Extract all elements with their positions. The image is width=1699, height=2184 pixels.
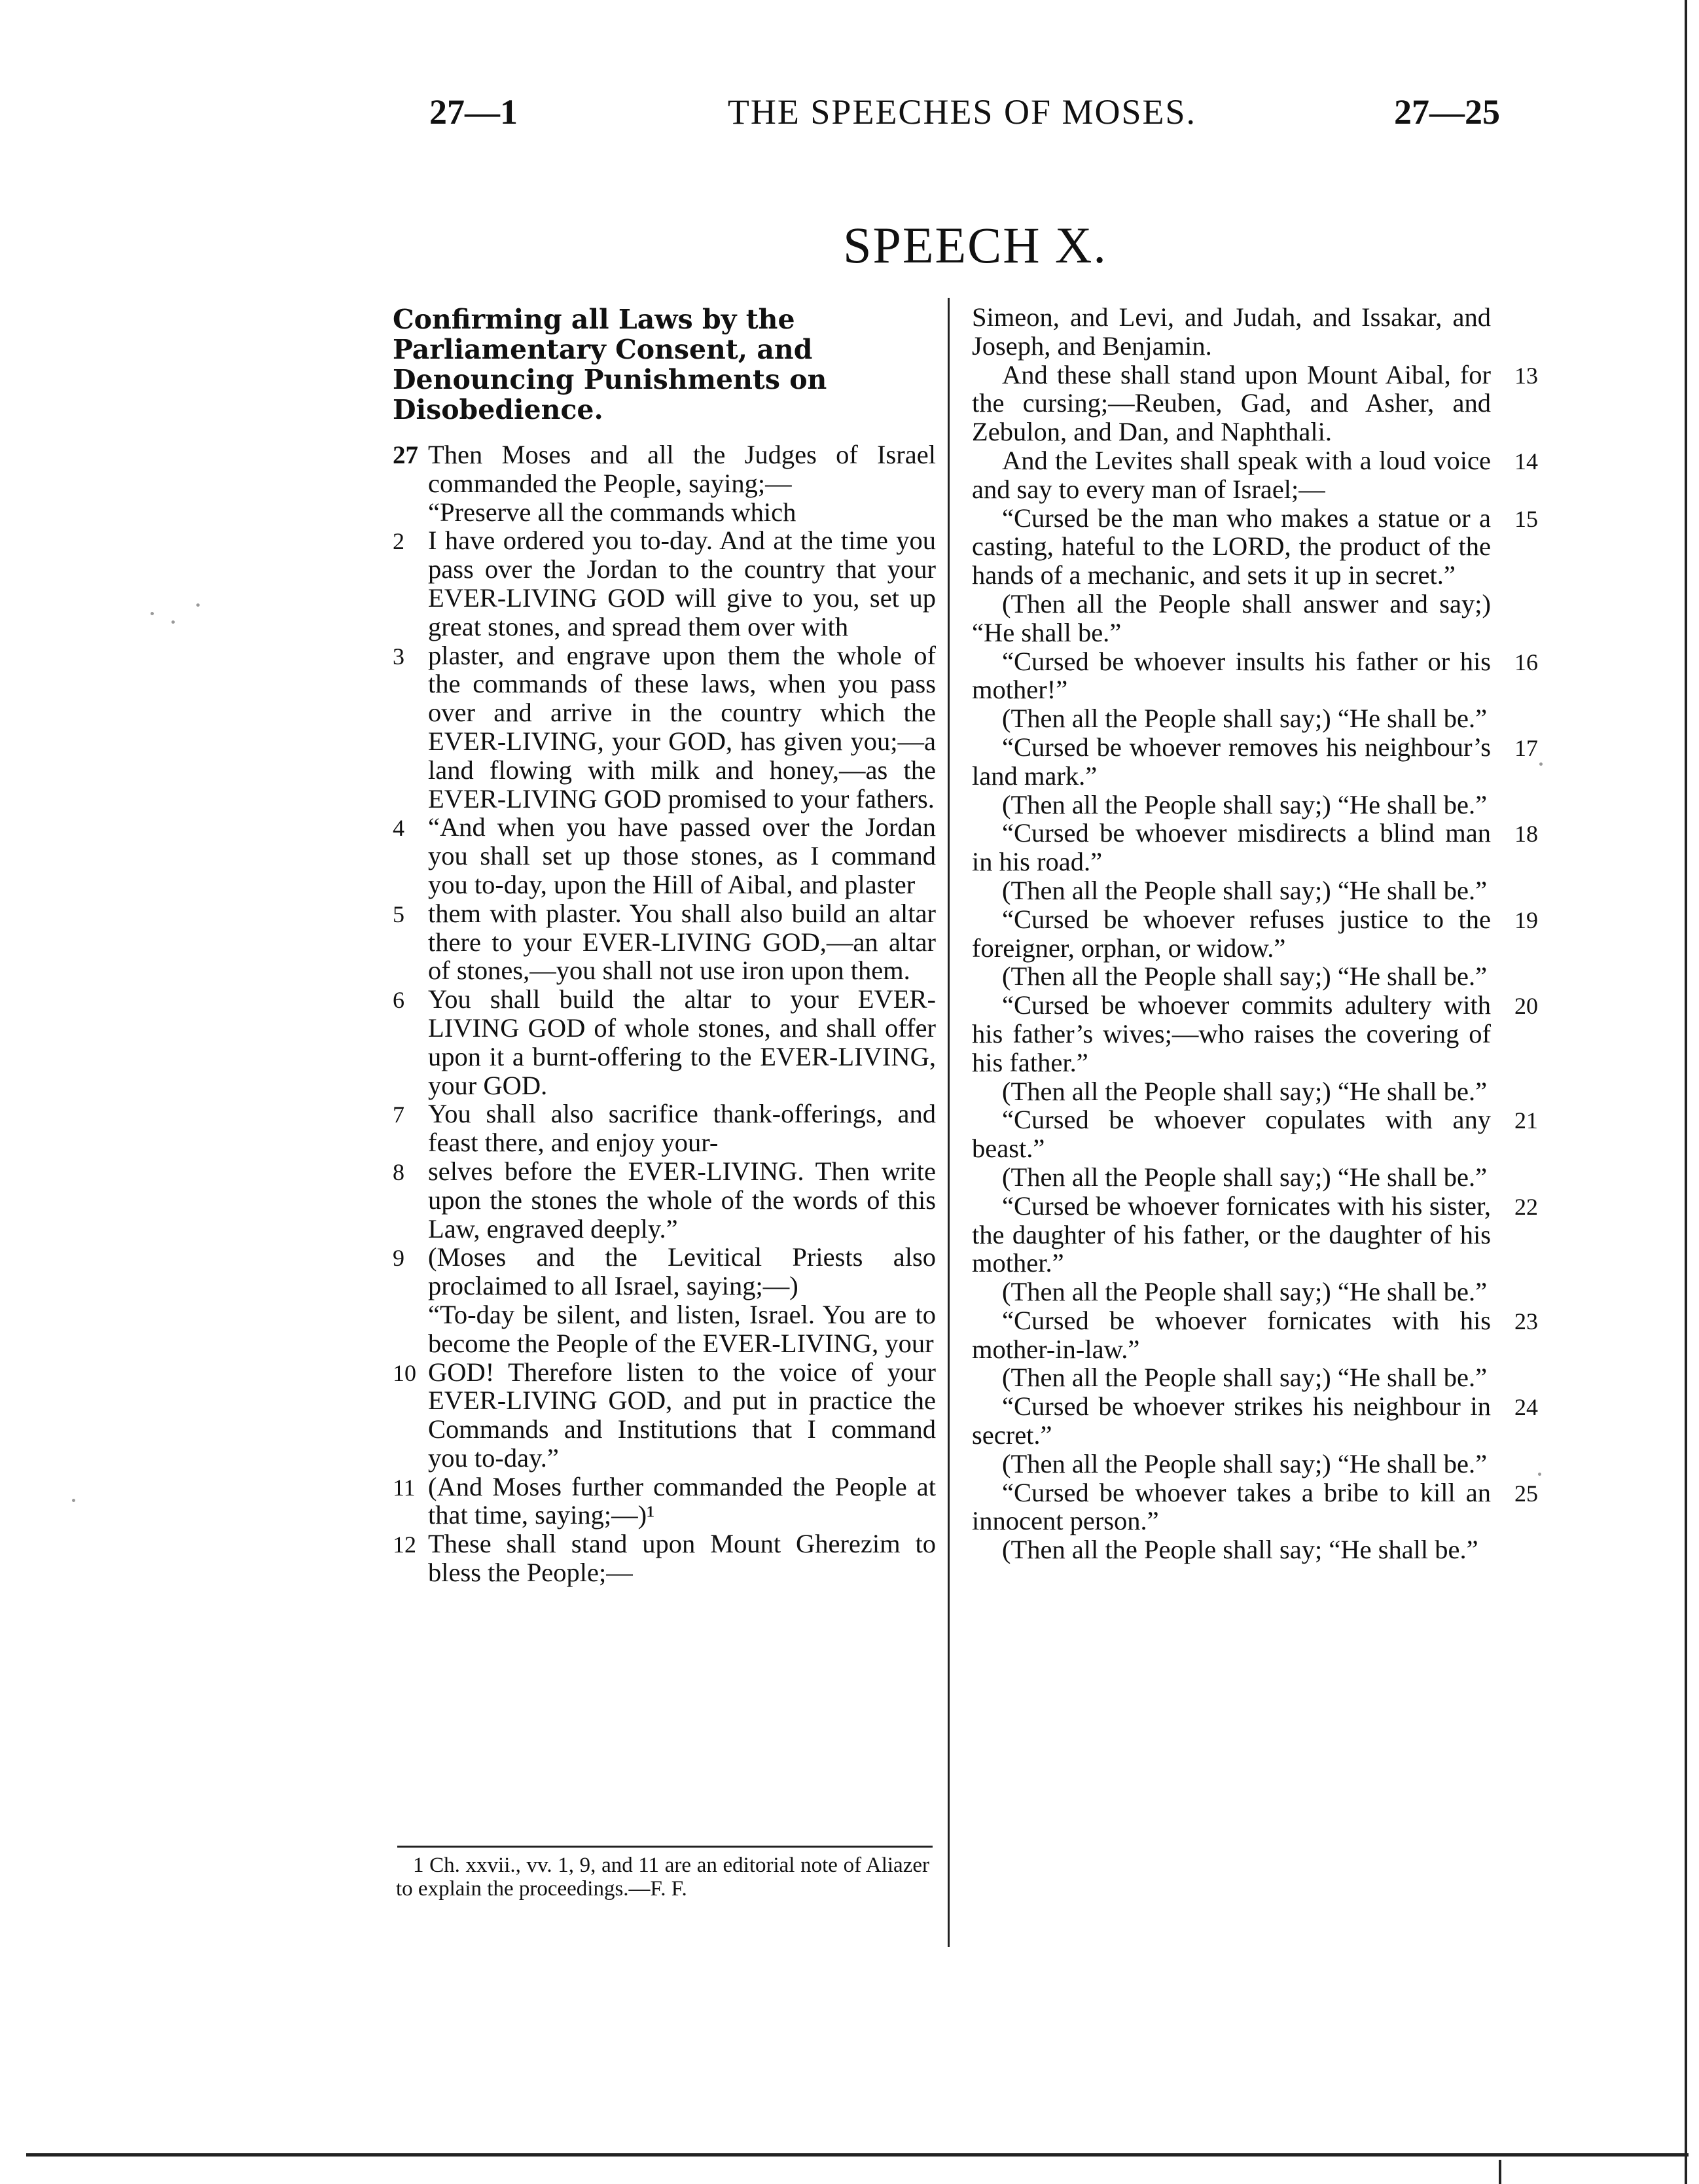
- verse-text: (Moses and the Levitical Priests also proclaimed to all Israel, saying;—): [428, 1242, 936, 1301]
- verse-text: “Cursed be whoever takes a bribe to kill an innocent person.”: [972, 1477, 1491, 1536]
- verse-text: “Cursed be whoever refuses justice to the foreigner, orphan, or widow.”: [972, 904, 1491, 963]
- verse: [972, 962, 1538, 991]
- verse: [393, 641, 936, 814]
- verse-text: them with plaster. You shall also build an altar there to your EVER-LIVING GOD,—an altar of stones,—you shall not use iron upon them.: [428, 898, 936, 986]
- verse: [972, 704, 1538, 733]
- verse-text: (Then all the People shall say;) “He shall be.”: [1002, 961, 1488, 992]
- verse-text: I have ordered you to-day. And at the time you pass over the Jordan to the country that your EVER-LIVING GOD will give to you, set up great stones, and spread them over with: [428, 526, 936, 641]
- verse: [972, 733, 1538, 791]
- verse: [393, 526, 936, 641]
- verse-number: 9: [393, 1245, 404, 1272]
- verse: [972, 791, 1538, 819]
- verse-text: “Cursed be whoever fornicates with his mother-in-law.”: [972, 1305, 1491, 1364]
- verse-text: “Cursed be whoever strikes his neighbour in secret.”: [972, 1391, 1491, 1450]
- verse-number: 6: [393, 987, 404, 1014]
- verse-text: “Cursed be the man who makes a statue or a casting, hateful to the LORD, the product of the hands of a mechanic, and sets it up in secret.”: [972, 503, 1491, 590]
- verse-text: These shall stand upon Mount Gherezim to bless the People;—: [428, 1529, 936, 1588]
- verse: [393, 985, 936, 1100]
- running-head-title: THE SPEECHES OF MOSES.: [727, 92, 1197, 132]
- verse: [972, 647, 1538, 705]
- verse-text: (Then all the People shall say; “He shall be.”: [1002, 1535, 1478, 1565]
- verse-text: “Cursed be whoever commits adultery with his father’s wives;—who raises the covering of his father.”: [972, 990, 1491, 1077]
- verse-text: “Cursed be whoever copulates with any beast.”: [972, 1105, 1491, 1164]
- verse-text: (Then all the People shall say;) “He shall be.”: [1002, 875, 1488, 905]
- verse-number: 15: [1514, 505, 1538, 532]
- verse: [972, 876, 1538, 905]
- right-verse-list: [972, 303, 1538, 1564]
- verse: [393, 440, 936, 498]
- verse-number: 14: [1514, 448, 1538, 474]
- running-head: [419, 92, 1505, 144]
- verse-number: 19: [1514, 906, 1538, 933]
- verse: [972, 819, 1538, 876]
- verse-text: GOD! Therefore listen to the voice of your EVER-LIVING GOD, and put in practice the Commands and Institutions that I command you to-day.”: [428, 1357, 936, 1473]
- verse: [393, 899, 936, 985]
- verse-number: 27: [393, 441, 418, 469]
- verse-text: “Preserve all the commands which: [428, 497, 796, 527]
- page-edge-right: [1685, 0, 1687, 2184]
- footnote: 1 Ch. xxvii., vv. 1, 9, and 11 are an editorial note of Aliazer to explain the proceedings.—F. F.: [396, 1853, 929, 1901]
- verse-text: (And Moses further commanded the People at that time, saying;—)¹: [428, 1471, 936, 1530]
- verse-number: 23: [1514, 1308, 1538, 1334]
- verse-text: (Then all the People shall say;) “He shall be.”: [1002, 1162, 1488, 1192]
- verse: [972, 504, 1538, 590]
- verse-number: 24: [1514, 1394, 1538, 1421]
- verse: [972, 905, 1538, 963]
- paper-speck: [151, 612, 154, 615]
- paper-speck: [196, 603, 200, 607]
- verse-text: selves before the EVER-LIVING. Then write upon the stones the whole of the words of this Law, engraved deeply.”: [428, 1156, 936, 1244]
- verse-text: “Cursed be whoever fornicates with his sister, the daughter of his father, or the daughter of his mother.”: [972, 1190, 1491, 1278]
- verse-text: (Then all the People shall say;) “He shall be.”: [1002, 1363, 1488, 1393]
- paper-speck: [1538, 1473, 1541, 1476]
- verse: [972, 1535, 1538, 1564]
- running-head-right: 27—25: [1394, 92, 1500, 132]
- verse: [972, 1077, 1538, 1106]
- page-edge-bottom-tick: [1499, 2160, 1501, 2184]
- verse-text: “And when you have passed over the Jordan you shall set up those stones, as I command you to-day, upon the Hill of Aibal, and plaster: [428, 812, 936, 899]
- verse: [972, 991, 1538, 1077]
- verse-number: 13: [1514, 362, 1538, 389]
- verse: [972, 1105, 1538, 1163]
- verse: [972, 1278, 1538, 1306]
- paper-speck: [1539, 762, 1543, 766]
- verse-text: (Then all the People shall say;) “He shall be.”: [1002, 1277, 1488, 1307]
- verse-number: 20: [1514, 993, 1538, 1020]
- verse-text: plaster, and engrave upon them the whole of the commands of these laws, when you pass over and arrive in the country which the EVER-LIVING, your GOD, has given you;—a land flowing with milk and honey,—as the EVER-LIVING GOD promised to your fathers.: [428, 640, 936, 814]
- verse: [972, 1450, 1538, 1478]
- verse-text: You shall also sacrifice thank-offerings, and feast there, and enjoy your-: [428, 1099, 936, 1158]
- verse-number: 4: [393, 815, 404, 842]
- verse-number: 7: [393, 1101, 404, 1128]
- column-rule: [948, 298, 950, 1947]
- verse-text: And the Levites shall speak with a loud voice and say to every man of Israel;—: [972, 445, 1491, 504]
- running-head-left: 27—1: [429, 92, 518, 132]
- verse-text: “To-day be silent, and listen, Israel. You are to become the People of the EVER-LIVING, your: [428, 1299, 936, 1358]
- verse-number: 8: [393, 1158, 404, 1185]
- verse-text: You shall build the altar to your EVER-LIVING GOD of whole stones, and shall offer upon it a burnt-offering to the EVER-LIVING, your GOD.: [428, 984, 936, 1100]
- verse-text: “Cursed be whoever removes his neighbour’s land mark.”: [972, 732, 1491, 791]
- verse: [393, 813, 936, 899]
- verse-text: And these shall stand upon Mount Aibal, for the cursing;—Reuben, Gad, and Asher, and Zebulon, and Dan, and Naphthali.: [972, 359, 1491, 447]
- verse-number: 17: [1514, 734, 1538, 761]
- paper-speck: [72, 1499, 75, 1502]
- verse: [972, 303, 1538, 361]
- verse-number: 12: [393, 1531, 416, 1558]
- verse: [393, 1473, 936, 1530]
- verse-number: 5: [393, 901, 404, 927]
- verse-text: (Then all the People shall say;) “He shall be.”: [1002, 704, 1488, 734]
- verse: [972, 1306, 1538, 1364]
- verse-text: (Then all the People shall say;) “He shall be.”: [1002, 1076, 1488, 1106]
- verse: [393, 1100, 936, 1157]
- verse: [393, 1157, 936, 1243]
- verse-text: (Then all the People shall say;) “He shall be.”: [1002, 789, 1488, 819]
- verse-text: “Cursed be whoever misdirects a blind man in his road.”: [972, 818, 1491, 877]
- page-edge-bottom: [26, 2153, 1689, 2157]
- verse: [393, 1243, 936, 1300]
- verse-number: 11: [393, 1474, 416, 1501]
- verse-number: 2: [393, 528, 404, 555]
- verse: [972, 590, 1538, 647]
- verse-number: 10: [393, 1359, 416, 1386]
- verse: [393, 1358, 936, 1473]
- section-heading: Confirming all Laws by the Parliamentary Consent, and Denouncing Punishments on Disobedience.: [393, 304, 827, 425]
- verse: [972, 1192, 1538, 1278]
- verse: [972, 1478, 1538, 1536]
- verse: [972, 1163, 1538, 1192]
- verse-number: 22: [1514, 1193, 1538, 1220]
- verse: [972, 1363, 1538, 1392]
- verse-text: “Cursed be whoever insults his father or his mother!”: [972, 646, 1491, 705]
- verse-number: 3: [393, 643, 404, 670]
- verse: [972, 361, 1538, 446]
- verse-text: Simeon, and Levi, and Judah, and Issakar, and Joseph, and Benjamin.: [972, 302, 1491, 361]
- verse: [972, 446, 1538, 504]
- right-column: [972, 303, 1538, 1564]
- verse: [393, 1530, 936, 1587]
- verse: [972, 1392, 1538, 1450]
- verse-text: Then Moses and all the Judges of Israel commanded the People, saying;—: [428, 440, 936, 498]
- verse-number: 21: [1514, 1107, 1538, 1134]
- verse-number: 25: [1514, 1480, 1538, 1507]
- verse-number: 18: [1514, 821, 1538, 848]
- verse: [393, 1300, 936, 1358]
- left-column: [393, 301, 936, 1587]
- verse-text: (Then all the People shall answer and say;) “He shall be.”: [972, 588, 1491, 647]
- footnote-rule: [397, 1846, 933, 1848]
- speech-title: SPEECH X.: [843, 217, 1107, 274]
- left-verse-list: [393, 440, 936, 1587]
- verse-number: 16: [1514, 649, 1538, 675]
- verse-text: (Then all the People shall say;) “He shall be.”: [1002, 1448, 1488, 1478]
- paper-speck: [171, 620, 175, 624]
- verse: [393, 498, 936, 527]
